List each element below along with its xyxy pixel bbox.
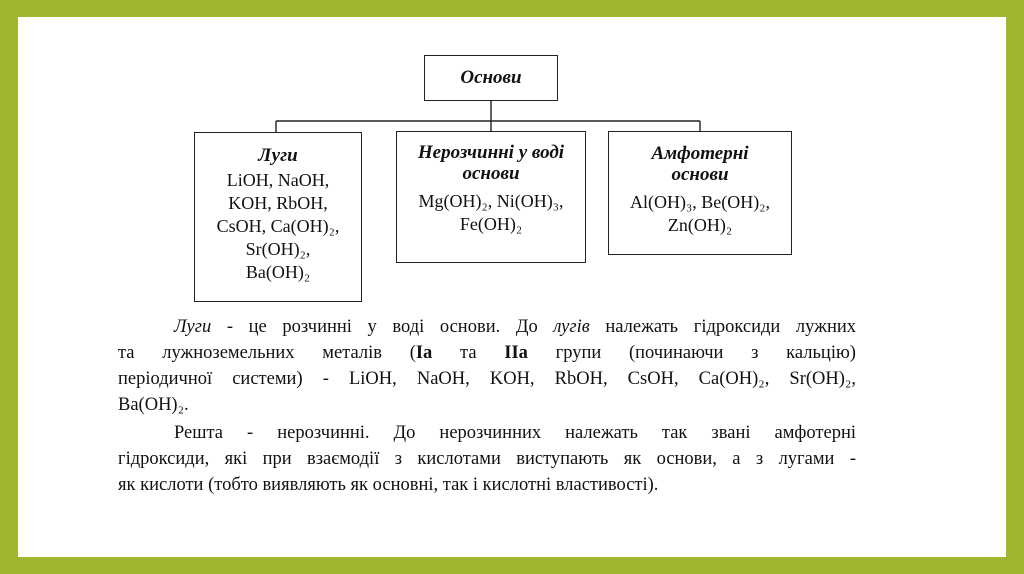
- paragraph-2-line-1: Решта - нерозчинні. До нерозчинних належать так звані амфотерні: [174, 423, 856, 443]
- paragraph-1-line-1: [118, 314, 856, 340]
- group-iia: IIa: [504, 343, 528, 363]
- box-line: KOH, RbOH,: [228, 193, 328, 213]
- word: та: [118, 343, 135, 363]
- slide: [18, 17, 1006, 557]
- word: та: [460, 343, 477, 363]
- box-line: Mg(OH)₂, Ni(OH)₃,: [418, 191, 564, 211]
- word: (починаючи: [628, 343, 724, 363]
- word: металів: [322, 343, 382, 363]
- term-lugiv: лугів: [553, 317, 590, 337]
- paragraph-1: [118, 314, 856, 418]
- box-title: Нерозчинні у воді: [417, 142, 565, 163]
- paragraph-2: [118, 420, 856, 498]
- root-box: [424, 55, 558, 101]
- paragraph-2-line-2: гідроксиди, які при взаємодії з кислотами виступають як основи, а з лугами -: [118, 449, 856, 469]
- box-amfoterni: [608, 131, 792, 255]
- box-title: основи: [462, 163, 520, 184]
- box-title: основи: [671, 164, 729, 185]
- word: лужноземельних: [162, 343, 295, 363]
- paragraph-1-line-3: періодичної системи) - LiOH, NaOH, KOH, RbOH, CsOH, Ca(OH)₂, Sr(OH)₂,: [118, 369, 856, 389]
- box-nerozchynni: [396, 131, 586, 263]
- box-title: Амфотерні: [651, 143, 749, 164]
- group-ia: Ia: [415, 343, 433, 363]
- text-run: належать гідроксиди лужних: [589, 317, 857, 337]
- box-line: Sr(OH)₂,: [245, 239, 311, 259]
- paragraph-1-line-4: Ba(OH)₂.: [118, 395, 189, 415]
- box-line: LiOH, NaOH,: [226, 170, 330, 190]
- box-lugy: [194, 132, 362, 302]
- word: групи: [555, 343, 602, 363]
- paragraph-1-line-2: [118, 340, 856, 366]
- term-lugy: Луги: [174, 317, 212, 337]
- paragraph-2-line-3: як кислоти (тобто виявляють як основні, так і кислотні властивості).: [118, 475, 659, 495]
- box-title: Луги: [258, 145, 298, 166]
- word: з: [751, 343, 759, 363]
- word: (: [409, 343, 416, 363]
- box-line: Al(OH)₃, Be(OH)₂,: [629, 192, 771, 212]
- word-group: [410, 340, 433, 366]
- root-label: Основи: [460, 67, 522, 88]
- box-line: CsOH, Ca(OH)₂,: [216, 216, 340, 236]
- box-line: Fe(OH)₂: [459, 214, 523, 234]
- box-line: Ba(OH)₂: [245, 262, 311, 282]
- box-line: Zn(OH)₂: [667, 215, 733, 235]
- word: кальцію): [786, 343, 856, 363]
- text-run: - це розчинні у воді основи. До: [211, 317, 554, 337]
